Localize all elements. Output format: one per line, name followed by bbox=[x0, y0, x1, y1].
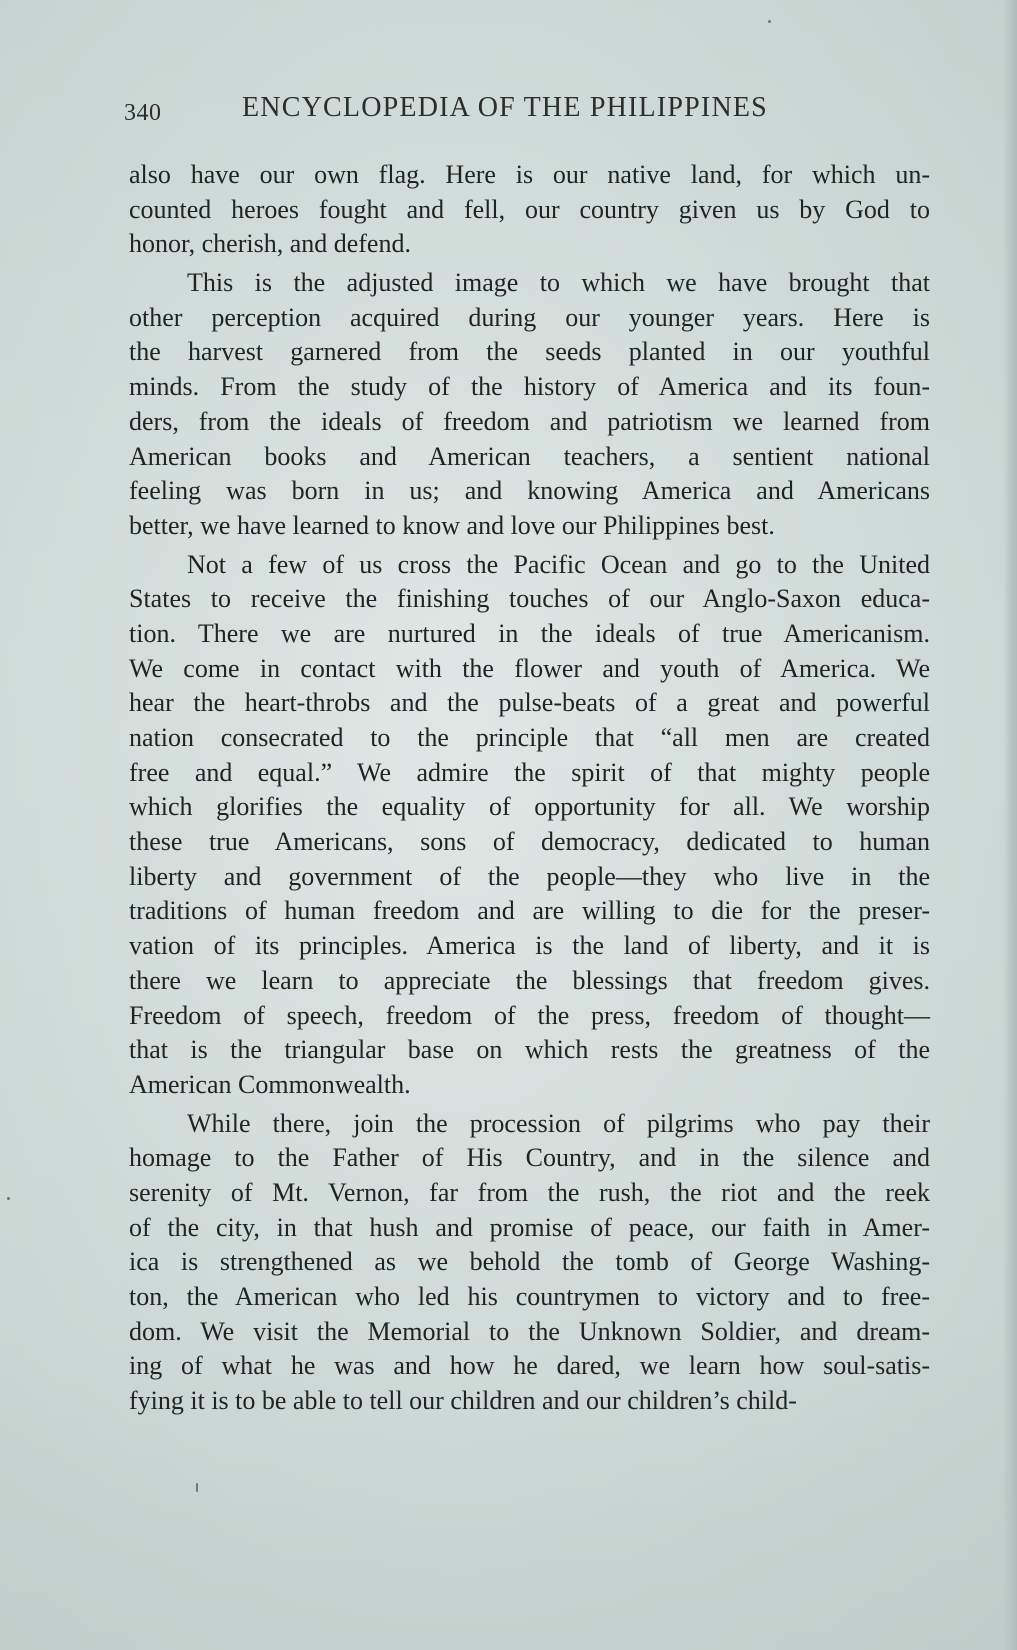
text-line: tion. There we are nurtured in the ideals of true Americanism. bbox=[129, 618, 930, 648]
text-line: vation of its principles. America is the land of liberty, and it is bbox=[129, 931, 930, 961]
text-line: dom. We visit the Memorial to the Unknown Soldier, and dream- bbox=[129, 1316, 930, 1346]
text-line: ing of what he was and how he dared, we learn how soul-satis- bbox=[129, 1351, 930, 1381]
text-line: ica is strengthened as we behold the tomb of George Washing- bbox=[129, 1247, 930, 1277]
paragraph bbox=[129, 158, 930, 262]
text-line: ton, the American who led his countrymen to victory and to free- bbox=[129, 1282, 930, 1311]
text-line: other perception acquired during our younger years. Here is bbox=[129, 302, 930, 332]
paper-speck bbox=[196, 1483, 198, 1492]
text-line: that is the triangular base on which rests the greatness of the bbox=[129, 1035, 930, 1065]
text-line: of the city, in that hush and promise of peace, our faith in Amer- bbox=[129, 1212, 930, 1242]
text-line: there we learn to appreciate the blessings that freedom gives. bbox=[129, 965, 930, 995]
text-line: While there, join the procession of pilgrims who pay their bbox=[187, 1108, 930, 1138]
text-line: honor, cherish, and defend. bbox=[129, 229, 411, 259]
text-line: the harvest garnered from the seeds planted in our youthful bbox=[129, 337, 930, 367]
paragraph bbox=[129, 548, 930, 1103]
text-line: better, we have learned to know and love our Philippines best. bbox=[129, 510, 775, 540]
page-header bbox=[124, 92, 930, 132]
text-line: liberty and government of the people—they who live in the bbox=[129, 861, 930, 891]
paper-speck bbox=[7, 1197, 10, 1200]
text-line: free and equal.” We admire the spirit of that mighty people bbox=[129, 757, 930, 787]
text-line: these true Americans, sons of democracy, dedicated to human bbox=[129, 827, 930, 857]
text-line: We come in contact with the flower and youth of America. We bbox=[129, 653, 930, 683]
page-edge-shadow bbox=[1003, 0, 1017, 1650]
page-number: 340 bbox=[124, 100, 162, 126]
paragraph bbox=[129, 266, 930, 544]
text-line: also have our own flag. Here is our native land, for which un- bbox=[129, 160, 930, 189]
text-line: nation consecrated to the principle that “all men are created bbox=[129, 723, 930, 752]
text-line: Freedom of speech, freedom of the press, freedom of thought— bbox=[129, 1000, 930, 1030]
text-line: traditions of human freedom and are willing to die for the preser- bbox=[129, 896, 930, 926]
text-line: homage to the Father of His Country, and in the silence and bbox=[129, 1143, 930, 1173]
text-line: counted heroes fought and fell, our country given us by God to bbox=[129, 194, 930, 224]
text-line: feeling was born in us; and knowing America and Americans bbox=[129, 476, 930, 506]
paragraph bbox=[129, 1107, 930, 1419]
text-line: American books and American teachers, a sentient national bbox=[129, 441, 930, 471]
text-line: fying it is to be able to tell our children and our children’s child- bbox=[129, 1386, 797, 1416]
paper-speck bbox=[768, 20, 771, 23]
text-line: Not a few of us cross the Pacific Ocean and go to the United bbox=[187, 549, 930, 579]
text-line: States to receive the finishing touches of our Anglo-Saxon educa- bbox=[129, 584, 930, 614]
text-line: This is the adjusted image to which we have brought that bbox=[187, 268, 930, 298]
text-line: serenity of Mt. Vernon, far from the rush, the riot and the reek bbox=[129, 1177, 930, 1207]
text-line: ders, from the ideals of freedom and patriotism we learned from bbox=[129, 406, 930, 436]
running-title: ENCYCLOPEDIA OF THE PHILIPPINES bbox=[242, 92, 768, 123]
text-line: which glorifies the equality of opportunity for all. We worship bbox=[129, 792, 930, 822]
text-line: hear the heart-throbs and the pulse-beats of a great and powerful bbox=[129, 688, 930, 718]
body-text bbox=[129, 158, 930, 1423]
text-line: minds. From the study of the history of America and its foun- bbox=[129, 372, 930, 402]
text-line: American Commonwealth. bbox=[129, 1069, 411, 1099]
